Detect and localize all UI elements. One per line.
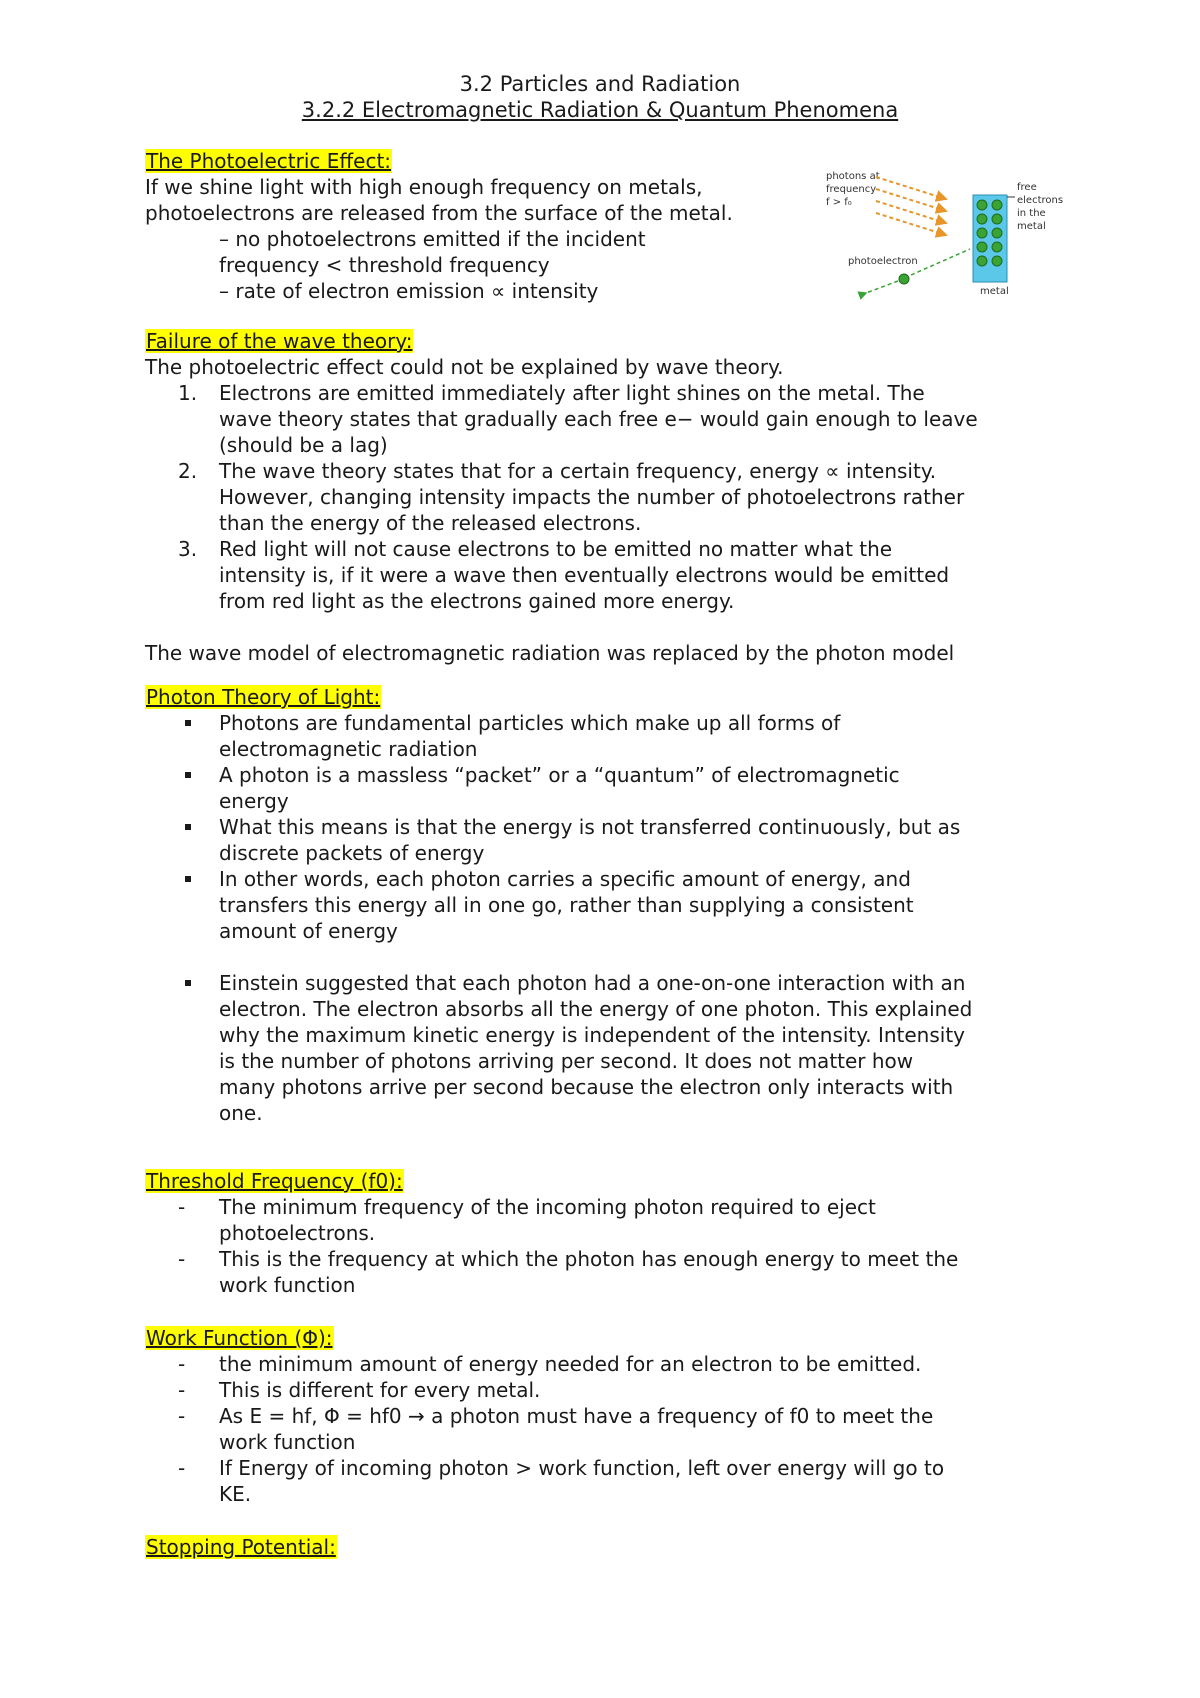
work-function-heading: Work Function (Φ): (146, 1326, 333, 1350)
bullet-square-icon (185, 876, 191, 882)
document-title: 3.2 Particles and Radiation (459, 72, 741, 96)
threshold-list (145, 1194, 1065, 1298)
metal-label: metal (980, 286, 1009, 297)
list-item: Photons are fundamental particles which make up all forms of electromagnetic radiation (145, 710, 1065, 762)
threshold-heading: Threshold Frequency (f0): (146, 1169, 403, 1193)
free-label-1: free (1017, 182, 1037, 193)
photoelectron-arrow (866, 281, 898, 293)
list-item: Einstein suggested that each photon had a one-on-one interaction with an electron. The electron absorbs all the energy of one photon. This explained why the maximum kinetic energy is independent of the intensity. Intensity is the number of photons arriving per second. It does not matter how many photons arrive per second because the electron only interacts with one. (145, 970, 1065, 1126)
failure-list (145, 380, 1065, 614)
photoelectron-label: photoelectron (848, 256, 918, 267)
list-item: - If Energy of incoming photon > work function, left over energy will go to KE. (178, 1456, 945, 1506)
photon-arrow-4 (876, 213, 946, 235)
list-marker: 2. (178, 459, 198, 483)
free-label-3: in the (1017, 208, 1046, 219)
failure-intro: The photoelectric effect could not be explained by wave theory. (145, 355, 784, 379)
list-item: A photon is a massless “packet” or a “quantum” of electromagnetic energy (145, 762, 1065, 814)
work-function-list (145, 1351, 1065, 1507)
free-label-4: metal (1017, 221, 1046, 232)
list-item: 1. Electrons are emitted immediately after light shines on the metal. The wave theory states that gradually each free e− would gain enough to leave (should be a lag) (178, 381, 978, 457)
list-item: - This is the frequency at which the photon has enough energy to meet the work function (178, 1247, 959, 1297)
bullet-square-icon (185, 772, 191, 778)
photoelectric-line-2: photoelectrons are released from the surface of the metal. (145, 201, 733, 225)
document-subtitle: 3.2.2 Electromagnetic Radiation & Quantum Phenomena (301, 98, 899, 122)
photoelectron-dot (899, 274, 909, 284)
list-marker: - (178, 1352, 186, 1376)
list-marker: - (178, 1456, 186, 1480)
bullet-square-icon (185, 824, 191, 830)
photoelectric-line-1: If we shine light with high enough frequency on metals, (145, 175, 703, 199)
free-label-2: electrons (1017, 195, 1063, 206)
list-item: In other words, each photon carries a specific amount of energy, and transfers this energy all in one go, rather than supplying a consistent amount of energy (145, 866, 1065, 944)
photoelectric-sub-2: frequency < threshold frequency (219, 253, 550, 277)
bullet-square-icon (185, 980, 191, 986)
photons-label-1: photons at (826, 171, 880, 182)
list-marker: - (178, 1195, 186, 1219)
photoelectric-diagram (818, 165, 1063, 300)
photoelectric-sub-3: – rate of electron emission ∝ intensity (219, 279, 599, 303)
list-marker: - (178, 1378, 186, 1402)
list-item: 2. The wave theory states that for a certain frequency, energy ∝ intensity. However, changing intensity impacts the number of photoelectrons rather than the energy of the released electrons. (178, 459, 965, 535)
bullet-square-icon (185, 720, 191, 726)
photon-arrow-2 (876, 189, 946, 211)
list-marker: - (178, 1247, 186, 1271)
list-item: - This is different for every metal. (178, 1378, 541, 1402)
list-item: - The minimum frequency of the incoming photon required to eject photoelectrons. (178, 1195, 876, 1245)
failure-conclusion: The wave model of electromagnetic radiation was replaced by the photon model (145, 641, 955, 665)
list-marker: - (178, 1404, 186, 1428)
photon-theory-list (145, 710, 1065, 1126)
photons-label-2: frequency (826, 184, 877, 195)
photoelectron-path (911, 249, 970, 275)
list-marker: 3. (178, 537, 198, 561)
photoelectric-sub-1: – no photoelectrons emitted if the incident (219, 227, 646, 251)
list-item: 3. Red light will not cause electrons to be emitted no matter what the intensity is, if it were a wave then eventually electrons would be emitted from red light as the electrons gained more energy. (178, 537, 950, 613)
failure-heading: Failure of the wave theory: (146, 329, 413, 353)
list-marker: 1. (178, 381, 198, 405)
photon-arrow-1 (876, 177, 946, 199)
list-item: - As E = hf, Φ = hf0 → a photon must have a frequency of f0 to meet the work function (178, 1404, 934, 1454)
list-item: - the minimum amount of energy needed for an electron to be emitted. (178, 1352, 922, 1376)
list-item: What this means is that the energy is not transferred continuously, but as discrete packets of energy (145, 814, 1065, 866)
photons-label-3: f > f₀ (826, 197, 852, 208)
photoelectric-heading: The Photoelectric Effect: (146, 149, 392, 173)
photon-theory-heading: Photon Theory of Light: (146, 685, 381, 709)
photon-arrow-3 (876, 201, 946, 223)
stopping-potential-heading: Stopping Potential: (146, 1535, 336, 1559)
